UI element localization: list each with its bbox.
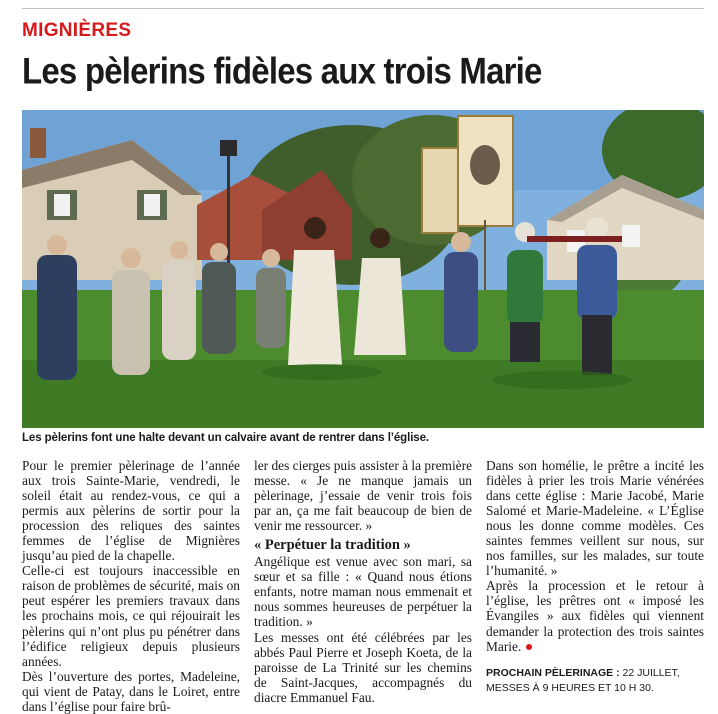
photo-caption: Les pèlerins font une halte devant un calvaire avant de rentrer dans l’église. (22, 432, 429, 444)
article-column-2 (254, 458, 472, 705)
info-text: 22 JUILLET, MESSES À 9 HEURES ET 10 H 30. (486, 666, 680, 694)
article-paragraph: Celle-ci est toujours inaccessible en raison de problèmes de sécurité, mais on peut espérer les premiers travaux dans les prochains mois, ce qui réjouirait les pèlerins qui n’ont plus pu pénétrer dans l’édifice religieux depuis plusieurs années. (22, 563, 240, 669)
article-paragraph: Pour le premier pèlerinage de l’année aux trois Sainte-Marie, vendredi, le soleil était au rendez-vous, ce qui a permis aux pèlerins de sortir pour la procession des reliques des saintes femmes de l’église de Mignières jusqu’au pied de la chapelle. (22, 458, 240, 564)
article-paragraph: Dès l’ouverture des portes, Madeleine, qui vient de Patay, dans le Loiret, entre dans l’église pour faire brû- (22, 668, 240, 714)
photo-outdoor-procession-icon (22, 110, 704, 428)
end-dot-icon (526, 644, 532, 650)
article-subheading: « Perpétuer la tradition » (254, 537, 411, 554)
article-paragraph: Dans son homélie, le prêtre a incité les fidèles à prier les trois Marie vénérées dans cette église : Marie Jacobé, Marie Salomé et Marie-Madeleine. « L’Église nous les donne comme modèles. Ces saintes femmes veillent sur nous, sur nos familles, sur les malades, sur toute l’humanité. » (486, 458, 704, 579)
article-paragraph (486, 578, 704, 653)
article-column-3 (486, 458, 704, 696)
article-photo (22, 110, 704, 428)
headline: Les pèlerins fidèles aux trois Marie (22, 50, 542, 92)
top-rule (22, 8, 704, 9)
info-label: PROCHAIN PÈLERINAGE : (486, 666, 620, 679)
article-paragraph: Angélique est venue avec son mari, sa sœur et sa fille : « Quand nous étions enfants, notre maman nous emmenait et nous sommes heureuses de perpétuer la tradition. » (254, 554, 472, 630)
article-paragraph: Les messes ont été célébrées par les abbés Paul Pierre et Joseph Koeta, de la paroisse de La Trinité sur les chemins de Saint-Jacques, accompagnés du diacre Emmanuel Fau. (254, 629, 472, 705)
article-paragraph: ler des cierges puis assister à la première messe. « Je ne manque jamais un pèlerinage, j’essaie de venir trois fois par an, ça me fait beaucoup de bien de venir me ressourcer. » (254, 458, 473, 534)
info-box (486, 666, 704, 696)
kicker-location: MIGNIÈRES (22, 20, 132, 41)
article-column-1 (22, 458, 240, 714)
article-paragraph-text: Après la procession et le retour à l’église, les prêtres ont « imposé les Évangiles » aux fidèles qui viennent demander la protection des trois saintes Marie. (486, 578, 704, 654)
